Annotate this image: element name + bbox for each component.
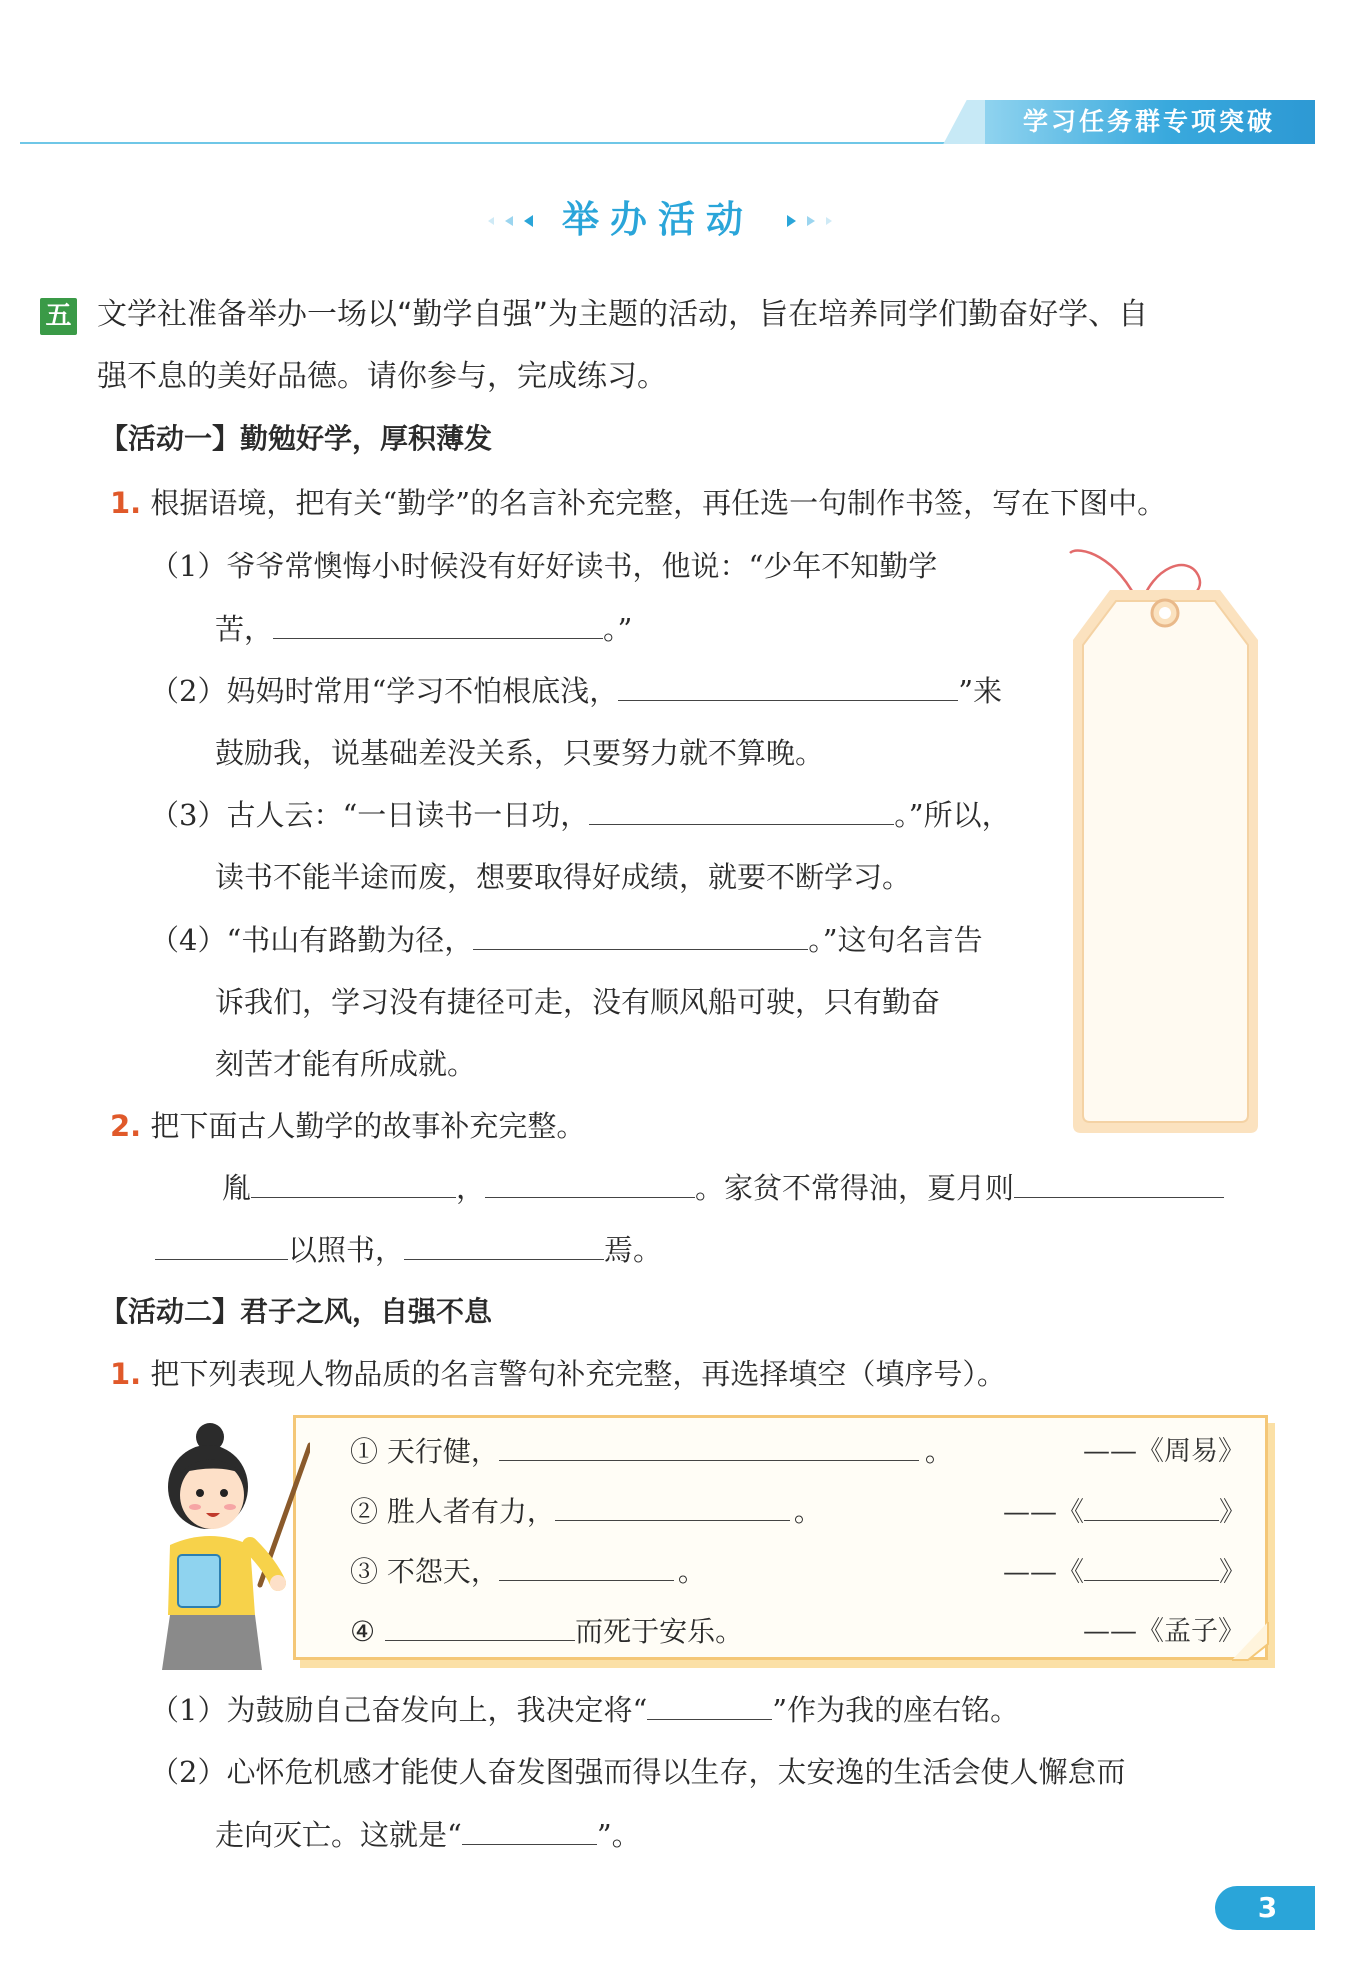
- quote-lead: ④: [350, 1615, 376, 1648]
- q1-item1-suffix: 。”: [603, 612, 633, 646]
- q1-item3-line2: 读书不能半途而废，想要取得好成绩，就要不断学习。: [215, 860, 912, 894]
- q2-text: 胤: [222, 1171, 252, 1205]
- activity1-q2: [110, 1106, 585, 1146]
- quote-lead: ③ 不怨天，: [350, 1555, 499, 1588]
- quote-row-3: [350, 1552, 706, 1592]
- answer-blank[interactable]: [499, 1432, 919, 1461]
- answer-blank[interactable]: [499, 1552, 674, 1581]
- source-blank[interactable]: [1084, 1492, 1219, 1521]
- source-open: 《: [1057, 1557, 1084, 1588]
- quote-row-1: [350, 1432, 953, 1472]
- q1-item3-line1: [150, 795, 1011, 835]
- quote-end: 。: [793, 1495, 822, 1528]
- q2-text: 以照书，: [288, 1233, 405, 1267]
- q1-item4-suffix: 。”这句名言告: [808, 923, 983, 957]
- section-intro-line2: 强不息的美好品德。请你参与，完成练习。: [97, 359, 667, 394]
- answer-blank[interactable]: [462, 1816, 597, 1845]
- question-number: 1.: [110, 1357, 142, 1391]
- quote-row-4: [350, 1612, 743, 1652]
- q1-item4-line1: [150, 920, 983, 960]
- quote-source-2: [1003, 1492, 1246, 1533]
- sub-text: ”。: [596, 1818, 641, 1852]
- q1-item4-line3: 刻苦才能有所成就。: [215, 1047, 477, 1081]
- sub-question-2-line2: [215, 1815, 641, 1855]
- section-intro-line1: 文学社准备举办一场以“勤学自强”为主题的活动，旨在培养同学们勤奋好学、自: [97, 297, 1149, 332]
- answer-blank[interactable]: [555, 1492, 790, 1521]
- page-number: 3: [1257, 1891, 1278, 1924]
- sub-text: （1）为鼓励自己奋发向上，我决定将“: [150, 1693, 648, 1727]
- q1-item1-prefix: 苦，: [215, 612, 274, 646]
- source-text: 《孟子》: [1137, 1616, 1245, 1647]
- q1-item3-suffix: 。”所以，: [894, 798, 1011, 832]
- quote-row-2: [350, 1492, 822, 1532]
- activity2-q1: [110, 1354, 1006, 1394]
- answer-blank[interactable]: [404, 1231, 604, 1260]
- girl-illustration: [150, 1415, 310, 1670]
- answer-blank[interactable]: [273, 610, 603, 639]
- question-number: 1.: [110, 486, 142, 520]
- source-dash: ——: [1083, 1616, 1137, 1647]
- sub-text: ”作为我的座右铭。: [772, 1693, 1020, 1727]
- quote-source-1: [1083, 1432, 1245, 1472]
- activity1-q1: [110, 483, 1166, 523]
- q2-text: 。家贫不常得油，夏月则: [695, 1171, 1015, 1205]
- banner-title: 举办活动: [562, 198, 754, 241]
- sub-question-1: [150, 1690, 1019, 1730]
- q1-item1-line2: [215, 609, 632, 649]
- q1-item4-line2: 诉我们，学习没有捷径可走，没有顺风船可驶，只有勤奋: [215, 985, 941, 1019]
- sub-text: 走向灭亡。这就是“: [215, 1818, 462, 1852]
- question-number: 2.: [110, 1109, 142, 1143]
- quote-source-3: [1003, 1552, 1246, 1593]
- q2-text: 焉。: [604, 1233, 663, 1267]
- quote-end: 。: [677, 1555, 706, 1588]
- answer-blank[interactable]: [647, 1691, 772, 1720]
- source-dash: ——: [1003, 1557, 1057, 1588]
- q1-item2-prefix: （2）妈妈时常用“学习不怕根底浅，: [150, 674, 619, 708]
- answer-blank[interactable]: [385, 1612, 575, 1641]
- question-text: 根据语境，把有关“勤学”的名言补充完整，再任选一句制作书签，写在下图中。: [150, 486, 1167, 520]
- q1-item3-prefix: （3）古人云：“一日读书一日功，: [150, 798, 590, 832]
- answer-blank[interactable]: [251, 1169, 456, 1198]
- quote-lead: ① 天行健，: [350, 1435, 499, 1468]
- q2-line2: [155, 1230, 662, 1270]
- source-dash: ——: [1083, 1436, 1137, 1467]
- q2-text: ，: [456, 1171, 486, 1205]
- answer-blank[interactable]: [473, 921, 808, 950]
- header-tab: 学习任务群专项突破: [985, 100, 1315, 144]
- activity1-heading: 【活动一】勤勉好学，厚积薄发: [100, 422, 493, 455]
- q1-item2-suffix: ”来: [958, 674, 1003, 708]
- answer-blank[interactable]: [618, 672, 958, 701]
- quote-source-4: [1083, 1612, 1245, 1652]
- answer-blank[interactable]: [589, 796, 894, 825]
- question-text: 把下列表现人物品质的名言警句补充完整，再选择填空（填序号）。: [150, 1357, 1006, 1391]
- quote-end: 。: [924, 1435, 953, 1468]
- sub-question-2-line1: （2）心怀危机感才能使人奋发图强而得以生存，太安逸的生活会使人懈怠而: [150, 1755, 1126, 1789]
- q1-item2-line2: 鼓励我，说基础差没关系，只要努力就不算晚。: [215, 736, 825, 770]
- quote-end: 而死于安乐。: [575, 1615, 744, 1648]
- bookmark-illustration[interactable]: [1068, 545, 1263, 1135]
- source-open: 《: [1057, 1497, 1084, 1528]
- activity2-heading: 【活动二】君子之风，自强不息: [100, 1295, 493, 1328]
- q1-item2-line1: [150, 671, 1002, 711]
- source-close: 》: [1219, 1497, 1246, 1528]
- source-close: 》: [1219, 1557, 1246, 1588]
- q2-line1: [222, 1168, 1224, 1208]
- q1-item1-line1: （1）爷爷常懊悔小时候没有好好读书，他说：“少年不知勤学: [150, 549, 938, 583]
- answer-blank[interactable]: [1014, 1169, 1224, 1198]
- source-blank[interactable]: [1084, 1552, 1219, 1581]
- answer-blank[interactable]: [155, 1231, 288, 1260]
- q1-item4-prefix: （4）“书山有路勤为径，: [150, 923, 474, 957]
- source-text: 《周易》: [1137, 1436, 1245, 1467]
- section-badge: 五: [40, 298, 77, 335]
- question-text: 把下面古人勤学的故事补充完整。: [150, 1109, 586, 1143]
- answer-blank[interactable]: [485, 1169, 695, 1198]
- source-dash: ——: [1003, 1497, 1057, 1528]
- quote-lead: ② 胜人者有力，: [350, 1495, 555, 1528]
